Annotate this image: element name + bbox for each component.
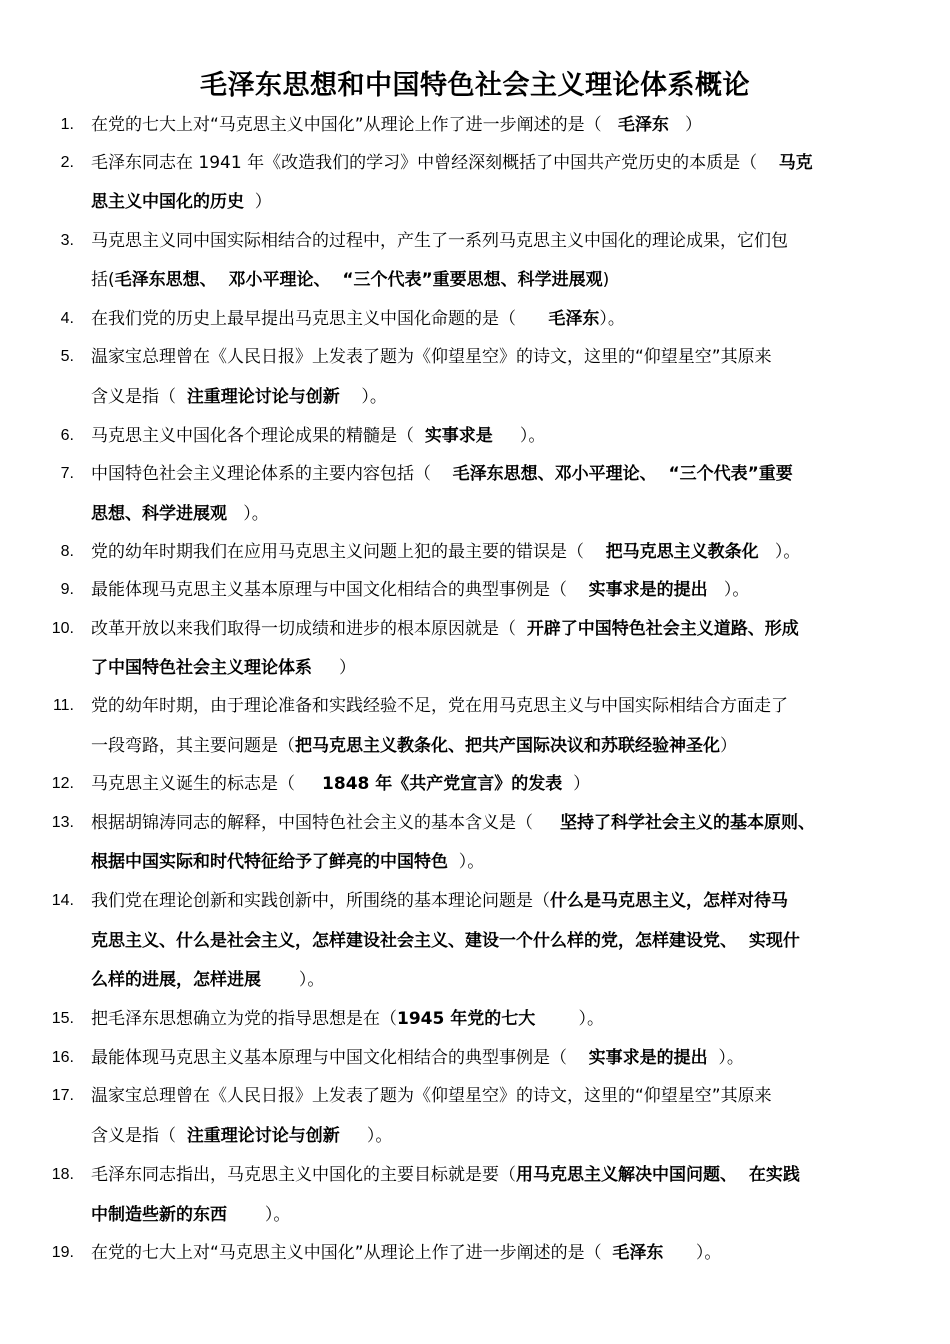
question-text: ）。 bbox=[227, 504, 269, 524]
question-text: ）。 bbox=[227, 1205, 291, 1225]
answer-text: 思想、科学进展观 bbox=[91, 504, 227, 524]
question-number: 12. bbox=[51, 775, 74, 792]
question-line bbox=[91, 377, 387, 417]
answer-text: 实事求是的提出 bbox=[588, 1048, 708, 1068]
question-text: 毛泽东同志在 1941 年《改造我们的学习》中曾经深刻概括了中国共产党历史的本质是（ bbox=[91, 153, 779, 173]
question-text: 党的幼年时期，由于理论准备和实践经验不足，党在用马克思主义与中国实际相结合方面走了 bbox=[91, 696, 788, 716]
question-text: 马克思主义同中国实际相结合的过程中，产生了一系列马克思主义中国化的理论成果，它们包 bbox=[91, 231, 788, 251]
question-number: 8. bbox=[60, 543, 74, 560]
question-number: 1. bbox=[60, 116, 74, 133]
question-line bbox=[91, 1195, 290, 1235]
question-text: 最能体现马克思主义基本原理与中国文化相结合的典型事例是（ bbox=[91, 1048, 589, 1068]
question-text: ) bbox=[602, 270, 610, 290]
question-text: ）。 bbox=[707, 1048, 744, 1068]
question-line bbox=[91, 337, 772, 377]
question-text: ）。 bbox=[663, 1243, 722, 1263]
question-text: ） bbox=[312, 658, 357, 678]
question-text: 中国特色社会主义理论体系的主要内容包括（ bbox=[91, 464, 453, 484]
question-line bbox=[91, 570, 749, 610]
answer-text: 注重理论讨论与创新 bbox=[186, 1126, 340, 1146]
question-line bbox=[91, 686, 788, 726]
question-text: ） bbox=[720, 736, 737, 756]
question-text: ）。 bbox=[535, 1009, 604, 1029]
question-line bbox=[91, 921, 800, 961]
question-line bbox=[91, 416, 545, 456]
question-text: 含义是指（ bbox=[91, 387, 187, 407]
answer-text: 把马克思主义教条化 bbox=[605, 542, 759, 562]
question-line bbox=[91, 1076, 772, 1116]
answer-text: 实事求是的提出 bbox=[588, 580, 708, 600]
question-line bbox=[91, 881, 788, 921]
question-text: 马克思主义中国化各个理论成果的精髓是（ bbox=[91, 426, 425, 446]
question-text: 根据胡锦涛同志的解释，中国特色社会主义的基本含义是（ bbox=[91, 813, 561, 833]
question-number: 9. bbox=[60, 581, 74, 598]
question-text: 我们党在理论创新和实践创新中，所围绕的基本理论问题是（ bbox=[91, 891, 550, 911]
question-number: 18. bbox=[51, 1166, 74, 1183]
question-line bbox=[91, 609, 799, 649]
question-line bbox=[91, 960, 324, 1000]
question-number: 3. bbox=[60, 232, 74, 249]
question-line bbox=[91, 842, 484, 882]
question-text: ）。 bbox=[339, 387, 387, 407]
question-text: ）。 bbox=[339, 1126, 393, 1146]
question-number: 10. bbox=[51, 620, 74, 637]
question-text: 括( bbox=[91, 270, 115, 290]
question-text: ）。 bbox=[492, 426, 546, 446]
answer-text: 了中国特色社会主义理论体系 bbox=[91, 658, 312, 678]
question-line bbox=[91, 1155, 800, 1195]
question-text: 一段弯路，其主要问题是（ bbox=[91, 736, 295, 756]
answer-text: 坚持了科学社会主义的基本原则、 bbox=[560, 813, 816, 833]
question-line bbox=[91, 803, 815, 843]
question-line bbox=[91, 764, 590, 804]
question-text: 在党的七大上对“马克思主义中国化”从理论上作了进一步阐述的是（ bbox=[91, 115, 618, 135]
question-text: ） bbox=[668, 115, 703, 135]
question-text: 温家宝总理曾在《人民日报》上发表了题为《仰望星空》的诗文，这里的“仰望星空”其原来 bbox=[91, 347, 772, 367]
question-text: 温家宝总理曾在《人民日报》上发表了题为《仰望星空》的诗文，这里的“仰望星空”其原来 bbox=[91, 1086, 772, 1106]
question-number: 16. bbox=[51, 1049, 74, 1066]
question-line bbox=[91, 999, 604, 1039]
question-number: 14. bbox=[51, 892, 74, 909]
question-line bbox=[91, 182, 272, 222]
question-text: ） bbox=[244, 192, 272, 212]
answer-text: 毛泽东 bbox=[617, 115, 669, 135]
question-text: ）。 bbox=[448, 852, 485, 872]
question-text: ）。 bbox=[261, 970, 325, 990]
question-number: 5. bbox=[60, 348, 74, 365]
question-number: 17. bbox=[51, 1087, 74, 1104]
question-text: 把毛泽东思想确立为党的指导思想是在（ bbox=[91, 1009, 397, 1029]
question-line bbox=[91, 1038, 744, 1078]
question-text: 在党的七大上对“马克思主义中国化”从理论上作了进一步阐述的是（ bbox=[91, 1243, 613, 1263]
question-line bbox=[91, 105, 702, 145]
answer-text: 什么是马克思主义，怎样对待马 bbox=[550, 891, 788, 911]
question-line bbox=[91, 454, 793, 494]
question-line bbox=[91, 1116, 392, 1156]
question-text: 党的幼年时期我们在应用马克思主义问题上犯的最主要的错误是（ bbox=[91, 542, 606, 562]
answer-text: 1848 年《共产党宣言》的发表 bbox=[322, 774, 563, 794]
question-text: 最能体现马克思主义基本原理与中国文化相结合的典型事例是（ bbox=[91, 580, 589, 600]
answer-text: 注重理论讨论与创新 bbox=[186, 387, 340, 407]
question-number: 4. bbox=[60, 310, 74, 327]
answer-text: 用马克思主义解决中国问题、 在实践 bbox=[516, 1165, 800, 1185]
question-line bbox=[91, 221, 788, 261]
question-text: 改革开放以来我们取得一切成绩和进步的根本原因就是（ bbox=[91, 619, 527, 639]
question-number: 7. bbox=[60, 465, 74, 482]
question-number: 19. bbox=[51, 1244, 74, 1261]
question-text: ）。 bbox=[599, 309, 625, 329]
answer-text: 毛泽东 bbox=[612, 1243, 664, 1263]
question-line bbox=[91, 532, 800, 572]
question-text: ）。 bbox=[707, 580, 750, 600]
question-line bbox=[91, 299, 625, 339]
answer-text: 开辟了中国特色社会主义道路、形成 bbox=[526, 619, 799, 639]
question-text: 在我们党的历史上最早提出马克思主义中国化命题的是（ bbox=[91, 309, 549, 329]
answer-text: 马克 bbox=[778, 153, 813, 173]
question-number: 2. bbox=[60, 154, 74, 171]
answer-text: 克思主义、什么是社会主义，怎样建设社会主义、建设一个什么样的党，怎样建设党、 实现什 bbox=[91, 931, 800, 951]
answer-text: 根据中国实际和时代特征给予了鲜亮的中国特色 bbox=[91, 852, 448, 872]
answer-text: 毛泽东思想、邓小平理论、 “三个代表”重要 bbox=[452, 464, 793, 484]
answer-text: 1945 年党的七大 bbox=[397, 1009, 536, 1029]
question-number: 6. bbox=[60, 427, 74, 444]
question-text: 马克思主义诞生的标志是（ bbox=[91, 774, 323, 794]
question-text: 含义是指（ bbox=[91, 1126, 187, 1146]
answer-text: 毛泽东 bbox=[548, 309, 600, 329]
answer-text: 中制造些新的东西 bbox=[91, 1205, 227, 1225]
document-title: 毛泽东思想和中国特色社会主义理论体系概论 bbox=[200, 70, 750, 101]
answer-text: 思主义中国化的历史 bbox=[91, 192, 244, 212]
question-number: 15. bbox=[51, 1010, 74, 1027]
answer-text: 么样的进展，怎样进展 bbox=[91, 970, 261, 990]
question-text: ）。 bbox=[758, 542, 801, 562]
question-number: 11. bbox=[52, 697, 74, 714]
answer-text: 把马克思主义教条化、把共产国际决议和苏联经验神圣化 bbox=[295, 736, 720, 756]
answer-text: 实事求是 bbox=[424, 426, 493, 446]
question-line bbox=[91, 260, 609, 300]
question-line bbox=[91, 143, 813, 183]
question-line bbox=[91, 726, 737, 766]
question-text: 毛泽东同志指出，马克思主义中国化的主要目标就是要（ bbox=[91, 1165, 516, 1185]
question-line bbox=[91, 648, 356, 688]
answer-text: 毛泽东思想、 邓小平理论、 “三个代表”重要思想、科学进展观 bbox=[114, 270, 603, 290]
question-number: 13. bbox=[51, 814, 74, 831]
question-text: ） bbox=[562, 774, 591, 794]
question-line bbox=[91, 1233, 721, 1273]
question-line bbox=[91, 494, 269, 534]
